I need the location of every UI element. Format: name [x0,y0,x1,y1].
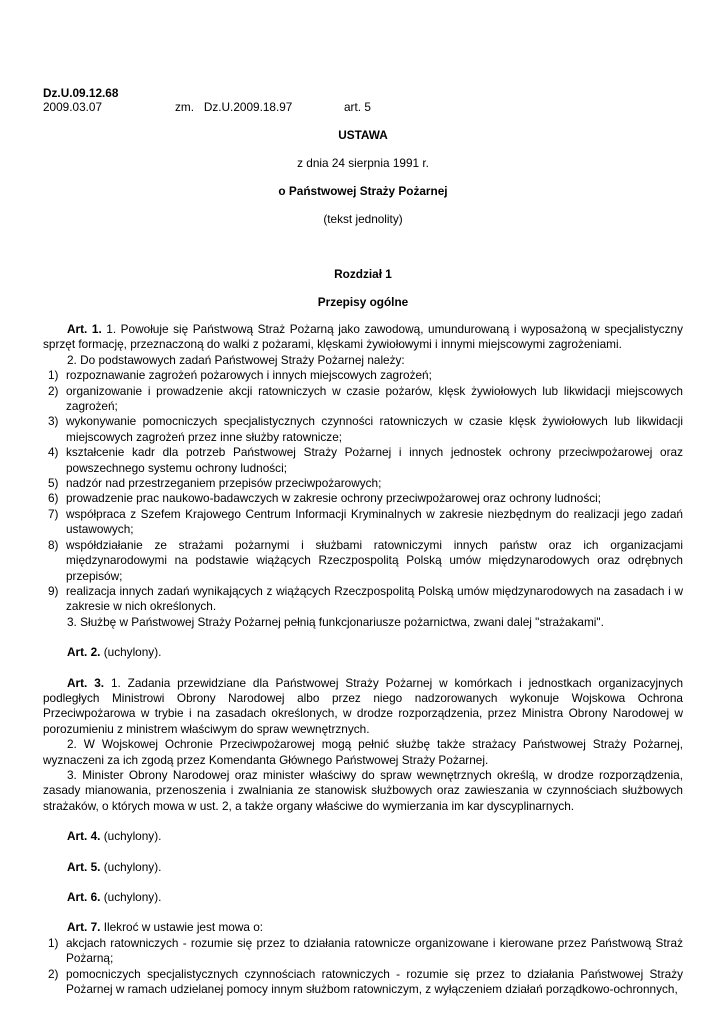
list-item [43,538,683,584]
list-item-text: prowadzenie prac naukowo-badawczych w zakresie ochrony przeciwpożarowej oraz ochrony ludności; [66,491,602,506]
list-item [43,584,683,615]
list-item-number: 4) [48,445,59,460]
list-item [43,476,683,491]
list-item [43,368,683,383]
list-item-text: akcjach ratowniczych - rozumie się przez to działania ratownicze organizowane i kierowane przez Państwową Straż Pożarną; [66,935,683,966]
article-label: Art. 5. [67,859,101,874]
list-item-number: 9) [48,583,59,598]
list-item-number: 2) [48,383,59,398]
article-text: (uchylony). [103,890,162,904]
article-paragraph: 1. Zadania przewidziane dla Państwowej Straży Pożarnej w komórkach i jednostkach organizacyjnych podległych Ministrowi Obrony Narodowej albo przez niego nadzorowanych wykonuje Wojskowa Ochrona Przeciwpożarowa w trybie i na zasadach określonych, w drodze rozporządzenia, przez Ministra Obrony Narodowej w porozumieniu z ministrem właściwym do spraw wewnętrznych. [43,675,683,736]
list-item [43,414,683,445]
task-list [43,368,683,615]
article-paragraph: 3. Służbę w Państwowej Straży Pożarnej pełnią funkcjonariusze pożarnictwa, zwani dalej "strażakami". [67,614,604,629]
list-item-number: 1) [48,368,59,383]
article-label: Art. 4. [67,829,101,844]
article-label: Art. 2. [67,645,101,660]
list-item-number: 2) [48,966,59,981]
article-text: (uchylony). [103,645,162,660]
list-item-number: 3) [48,414,59,429]
list-item-text: realizacja innych zadań wynikających z wiążących Rzeczpospolitą Polską umów międzynarodowych na zasadach i w zakresie w nich określonych. [66,583,683,614]
article-1 [43,322,683,630]
article-paragraph: 2. Do podstawowych zadań Państwowej Straży Pożarnej należy: [67,352,405,367]
list-item [43,507,683,538]
list-item-number: 1) [48,935,59,950]
amendment-reference: zm. Dz.U.2009.18.97 [175,100,293,114]
article-7 [43,920,683,997]
journal-id: Dz.U.09.12.68 [43,86,119,100]
article-label: Art. 1. [67,322,102,336]
amended-article: art. 5 [344,100,371,114]
definition-list [43,936,683,998]
article-3 [43,676,683,815]
list-item-text: współpraca z Szefem Krajowego Centrum Informacji Kryminalnych w zakresie niezbędnym do realizacji jego zadań ustawowych; [66,506,683,537]
article-5 [43,860,683,875]
list-item [43,445,683,476]
article-2 [43,645,683,660]
article-paragraph: 2. W Wojskowej Ochronie Przeciwpożarowej mogą pełnić służbę także strażacy Państwowej Straży Pożarnej, wyznaczeni za ich zgodą przez Komendanta Głównego Państwowej Straży Pożarnej. [43,737,683,767]
list-item-text: rozpoznawanie zagrożeń pożarowych i innych miejscowych zagrożeń; [66,368,432,383]
article-paragraph: 3. Minister Obrony Narodowej oraz minister właściwy do spraw wewnętrznych określą, w drodze rozporządzenia, zasady mianowania, przenoszenia i zwalniania ze stanowisk służbowych oraz zawieszania w czynnościach służbowych strażaków, o których mowa w ust. 2, a także organy właściwe do wymierzania im kar dyscyplinarnych. [43,767,683,813]
list-item [43,491,683,506]
list-item-text: nadzór nad przestrzeganiem przepisów przeciwpożarowych; [66,476,382,491]
article-paragraph: 1. Powołuje się Państwową Straż Pożarną jako zawodową, umundurowaną i wyposażoną w specjalistyczny sprzęt formację, przeznaczoną do walki z pożarami, klęskami żywiołowymi i innymi miejscowymi zagrożeniami. [43,322,683,352]
act-date: z dnia 24 sierpnia 1991 r. [297,156,429,170]
article-intro: Ilekroć w ustawie jest mowa o: [103,920,264,935]
list-item-number: 5) [48,476,59,491]
article-label: Art. 7. [67,920,101,935]
article-4 [43,829,683,844]
list-item [43,936,683,967]
document-body [43,322,683,997]
act-subject: o Państwowej Straży Pożarnej [278,184,448,198]
chapter-name: Przepisy ogólne [317,295,409,309]
list-item-number: 6) [48,491,59,506]
article-text: (uchylony). [103,859,162,874]
act-type: USTAWA [338,128,388,142]
list-item-text: pomocniczych specjalistycznych czynnościach ratowniczych - rozumie się przez to działania Państwowej Straży Pożarnej w ramach udzielanej pomocy innym służbom ratowniczym, z wyłączeniem działań porządkowo-ochronnych, [66,966,683,997]
article-label: Art. 6. [67,890,101,904]
article-6 [43,890,683,905]
list-item-text: kształcenie kadr dla potrzeb Państwowej Straży Pożarnej i innych jednostek ochrony przeciwpożarowej oraz powszechnego systemu ochrony ludności; [66,445,683,475]
chapter-number: Rozdział 1 [334,267,392,281]
publication-date: 2009.03.07 [43,100,103,114]
consolidated-note: (tekst jednolity) [323,212,403,226]
article-text: (uchylony). [103,829,162,844]
article-label: Art. 3. [67,675,105,690]
list-item-text: współdziałanie ze strażami pożarnymi i służbami ratowniczymi innych państw oraz ich organizacjami międzynarodowymi na podstawie wiążących Rzeczpospolitą Polską umów międzynarodowych oraz odrębnych przepisów; [66,537,683,583]
list-item-number: 8) [48,537,59,552]
list-item-text: wykonywanie pomocniczych specjalistycznych czynności ratowniczych w czasie klęsk żywiołowych lub likwidacji miejscowych zagrożeń przez inne służby ratownicze; [66,414,683,444]
list-item [43,967,683,998]
list-item-number: 7) [48,506,59,521]
list-item-text: organizowanie i prowadzenie akcji ratowniczych w czasie pożarów, klęsk żywiołowych lub likwidacji miejscowych zagrożeń; [66,383,683,414]
list-item [43,384,683,415]
